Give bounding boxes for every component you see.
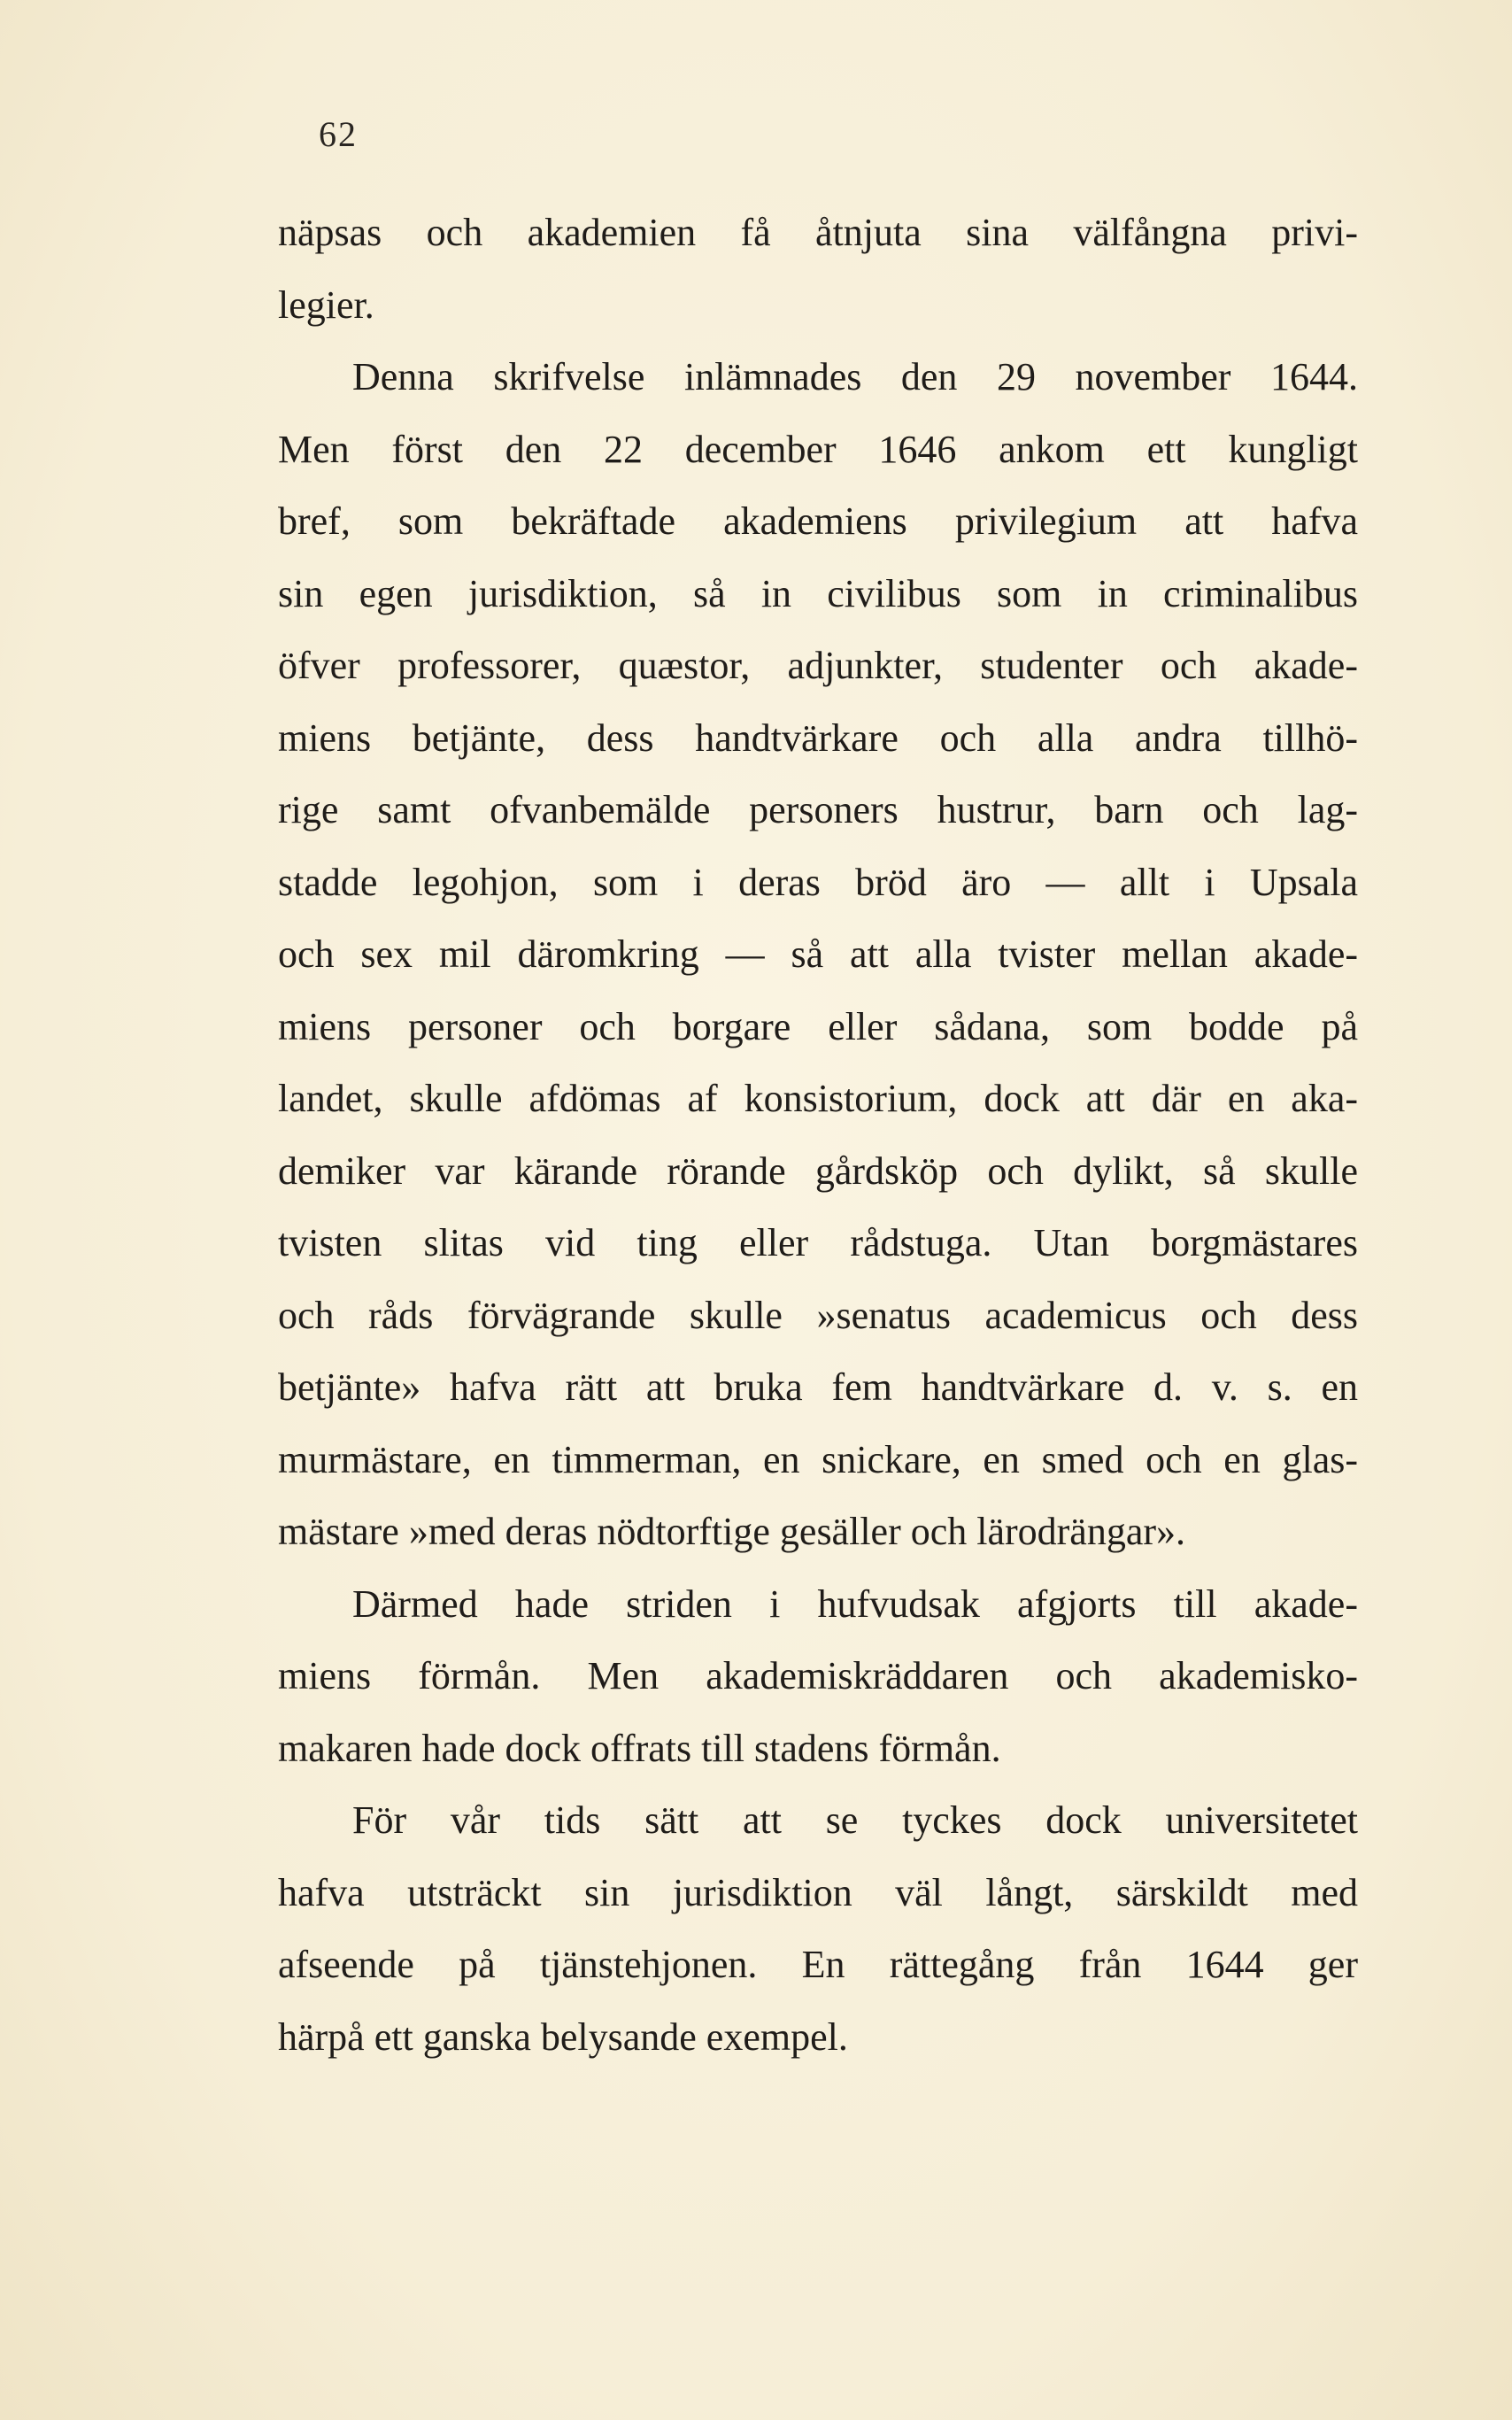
text-line: och råds förvägrande skulle »senatus academicus och dess <box>278 1293 1358 1337</box>
body-text <box>278 197 1358 2073</box>
text-line: Denna skrifvelse inlämnades den 29 november 1644. <box>352 355 1358 398</box>
text-line: Men först den 22 december 1646 ankom ett kungligt <box>278 427 1358 471</box>
text-line: sin egen jurisdiktion, så in civilibus som in criminalibus <box>278 571 1358 615</box>
text-line: legier. <box>278 282 374 327</box>
text-line: härpå ett ganska belysande exempel. <box>278 2014 848 2059</box>
text-line: betjänte» hafva rätt att bruka fem handtvärkare d. v. s. en <box>278 1365 1358 1409</box>
text-line: makaren hade dock offrats till stadens förmån. <box>278 1726 1001 1770</box>
text-line: miens förmån. Men akademiskräddaren och akademisko- <box>278 1654 1358 1697</box>
text-line: mästare »med deras nödtorftige gesäller och lärodrängar». <box>278 1510 1186 1553</box>
text-line: Därmed hade striden i hufvudsak afgjorts till akade- <box>352 1581 1358 1626</box>
text-line: miens personer och borgare eller sådana, som bodde på <box>278 1004 1358 1048</box>
text-line: stadde legohjon, som i deras bröd äro — allt i Upsala <box>278 860 1358 904</box>
text-line: rige samt ofvanbemälde personers hustrur, barn och lag- <box>278 788 1358 831</box>
text-line: tvisten slitas vid ting eller rådstuga. Utan borgmästares <box>278 1221 1358 1264</box>
text-line: öfver professorer, quæstor, adjunkter, studenter och akade- <box>278 644 1358 687</box>
page-number: 62 <box>319 114 358 154</box>
text-line: bref, som bekräftade akademiens privilegium att hafva <box>278 499 1358 543</box>
text-line: näpsas och akademien få åtnjuta sina välfångna privi- <box>278 211 1358 254</box>
text-line: och sex mil däromkring — så att alla tvister mellan akade- <box>278 932 1358 976</box>
text-line: För vår tids sätt att se tyckes dock universitetet <box>352 1798 1358 1842</box>
text-line: demiker var kärande rörande gårdsköp och dylikt, så skulle <box>278 1148 1358 1193</box>
text-line: hafva utsträckt sin jurisdiktion väl långt, särskildt med <box>278 1870 1358 1914</box>
text-line: miens betjänte, dess handtvärkare och alla andra tillhö- <box>278 715 1358 760</box>
text-line: murmästare, en timmerman, en snickare, en smed och en glas- <box>278 1437 1358 1481</box>
text-line: afseende på tjänstehjonen. En rättegång från 1644 ger <box>278 1943 1358 1986</box>
text-line: landet, skulle afdömas af konsistorium, dock att där en aka- <box>278 1077 1358 1120</box>
